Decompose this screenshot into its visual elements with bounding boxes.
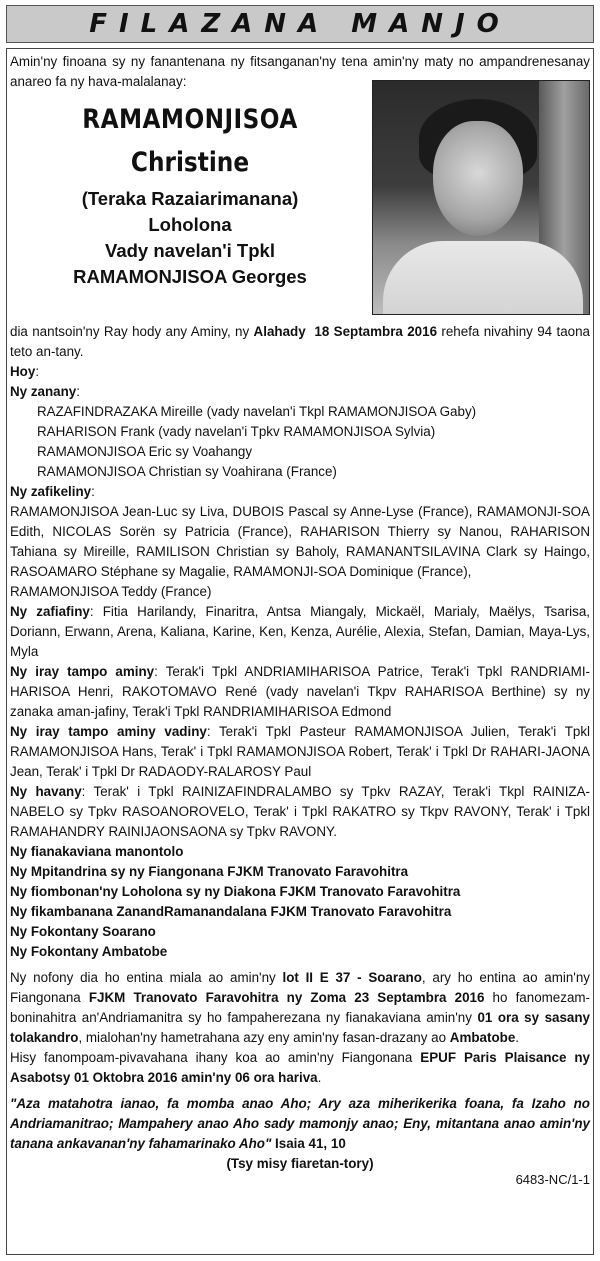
notice-reference: 6483-NC/1-1 <box>515 1172 590 1187</box>
grandchildren-text: RAMAMONJISOA Jean-Luc sy Liva, DUBOIS Pascal sy Anne-Lyse (France), RAMAMONJI-SOA Edith, NICOLAS Sorën sy Patricia (France), RAHARISON Thierry sy Nanou, RAHARISON Tahiana sy Mireille, RAMILISON Christian sy Baholy, RAMANANTSILAVINA Clark sy Haingo, RASOAMARO Stéphane sy Magalie, RAMAMONJI-SOA Dominique (France), <box>10 504 590 579</box>
child-item: RAZAFINDRAZAKA Mireille (vady navelan'i Tkpl RAMAMONJISOA Gaby) <box>37 404 477 419</box>
notice-body <box>10 322 591 1187</box>
group-item: Ny fikambanana ZanandRamanandalana FJKM Tranovato Faravohitra <box>10 904 452 919</box>
husband-siblings-paragraph: Ny iray tampo aminy vadiny: Terak'i Tpkl Pasteur RAMAMONJISOA Julien, Terak'i Tpkl RAMAMONJISOA Hans, Terak' i Tpkl RAMAMONJISOA Robert, Terak' i Tpkl Dr RAHARI-JAONA Jean, Terak' i Tpkl Dr RADAODY-RALAROSY Paul <box>10 724 590 779</box>
group-item: Ny Fokontany Soarano <box>10 924 156 939</box>
deceased-block <box>10 100 370 290</box>
bible-verse: "Aza matahotra ianao, fa momba anao Aho; Ary aza miherikerika foana, fa Izaho no Andriamanitrao; Mampahery anao Aho sady mamonjy anao; Eny, mitantana anao amin'ny tanana ankavanan'ny fahamarinako Aho" Isaia 41, 10 <box>10 1096 590 1151</box>
photo-body <box>383 241 583 315</box>
group-item: Ny fiombonan'ny Loholona sy ny Diakona FJKM Tranovato Faravohitra <box>10 884 461 899</box>
grandchildren-label: Ny zafikeliny: <box>10 484 95 499</box>
child-item: RAHARISON Frank (vady navelan'i Tpkv RAMAMONJISOA Sylvia) <box>37 424 436 439</box>
deceased-photo <box>372 80 590 315</box>
widow-of-label: Vady navelan'i Tpkl <box>105 240 275 261</box>
funeral-paragraph: Ny nofony dia ho entina miala ao amin'ny lot II E 37 - Soarano, ary ho entina ao amin'ny Fiangonana FJKM Tranovato Faravohitra ny Zoma 23 Septambra 2016 ho fanomezam-boninahitra an'Andriamanitra sy ho fampaherezana ny fianakaviana amin'ny 01 ora sy sasany tolakandro, mialohan'ny hametrahana azy eny amin'ny fasan-drazany ao Ambatobe. <box>10 970 591 1045</box>
notice-content <box>10 52 591 1187</box>
child-item: RAMAMONJISOA Eric sy Voahangy <box>37 444 253 459</box>
group-item: Ny Fokontany Ambatobe <box>10 944 168 959</box>
group-item: Ny fianakaviana manontolo <box>10 844 184 859</box>
notice-header <box>6 5 594 43</box>
deceased-maiden-name: (Teraka Razaiarimanana) <box>81 188 299 209</box>
photo-face <box>433 121 523 236</box>
children-label: Ny zanany: <box>10 384 80 399</box>
closing-note: (Tsy misy fiaretan-tory) <box>226 1156 374 1171</box>
relatives-paragraph: Ny havany: Terak' i Tpkl RAINIZAFINDRALAMBO sy Tpkv RAZAY, Terak'i Tkpl RAINIZA-NABELO sy Tpkv RASOANOROVELO, Terak' i Tpkl RAKATRO sy Tkpv RAVONY, Terak' i Tpkl RAMAHANDRY RAINIJAONSAONA sy Tpkv RAVONY. <box>10 784 590 839</box>
intro-text: Amin'ny finoana sy ny fanantenana ny fitsanganan'ny tena amin'ny maty no ampandrenesanay anareo fa ny hava-malalanay: <box>10 54 590 89</box>
deceased-title: Loholona <box>148 214 232 235</box>
deceased-surname: RAMAMONJISOA <box>82 104 298 135</box>
hoy-label: Hoy: <box>10 364 40 379</box>
siblings-paragraph: Ny iray tampo aminy: Terak'i Tpkl ANDRIAMIHARISOA Patrice, Terak'i Tpkl RANDRIAMI-HARISOA Henri, RAKOTOMAVO René (vady navelan'i Tkpv RAHARISOA Berthine) sy ny zanaka aman-jafiny, Terak'i Tpkl RANDRIAMIHARISOA Edmond <box>10 664 591 719</box>
notice-title: FILAZANA MANJO <box>89 9 511 39</box>
group-item: Ny Mpitandrina sy ny Fiangonana FJKM Tranovato Faravohitra <box>10 864 409 879</box>
child-item: RAMAMONJISOA Christian sy Voahirana (France) <box>37 464 337 479</box>
deceased-given-name: Christine <box>130 147 250 178</box>
memorial-paragraph: Hisy fanompoam-pivavahana ihany koa ao amin'ny Fiangonana EPUF Paris Plaisance ny Asabotsy 01 Oktobra 2016 amin'ny 06 ora hariva. <box>10 1050 591 1085</box>
death-paragraph: dia nantsoin'ny Ray hody any Aminy, ny Alahady 18 Septambra 2016 rehefa nivahiny 94 taona teto an-tany. <box>10 324 591 359</box>
grandchildren-last: RAMAMONJISOA Teddy (France) <box>10 584 212 599</box>
great-grandchildren-paragraph: Ny zafiafiny: Fitia Harilandy, Finaritra, Antsa Miangaly, Mickaël, Marialy, Maëlys, Tsarisa, Doriann, Erwann, Arena, Kaliana, Karine, Ken, Kenza, Aurélie, Alexia, Stefan, Damian, Maya-Lys, Myla <box>10 604 590 659</box>
widow-of-name: RAMAMONJISOA Georges <box>73 266 307 287</box>
